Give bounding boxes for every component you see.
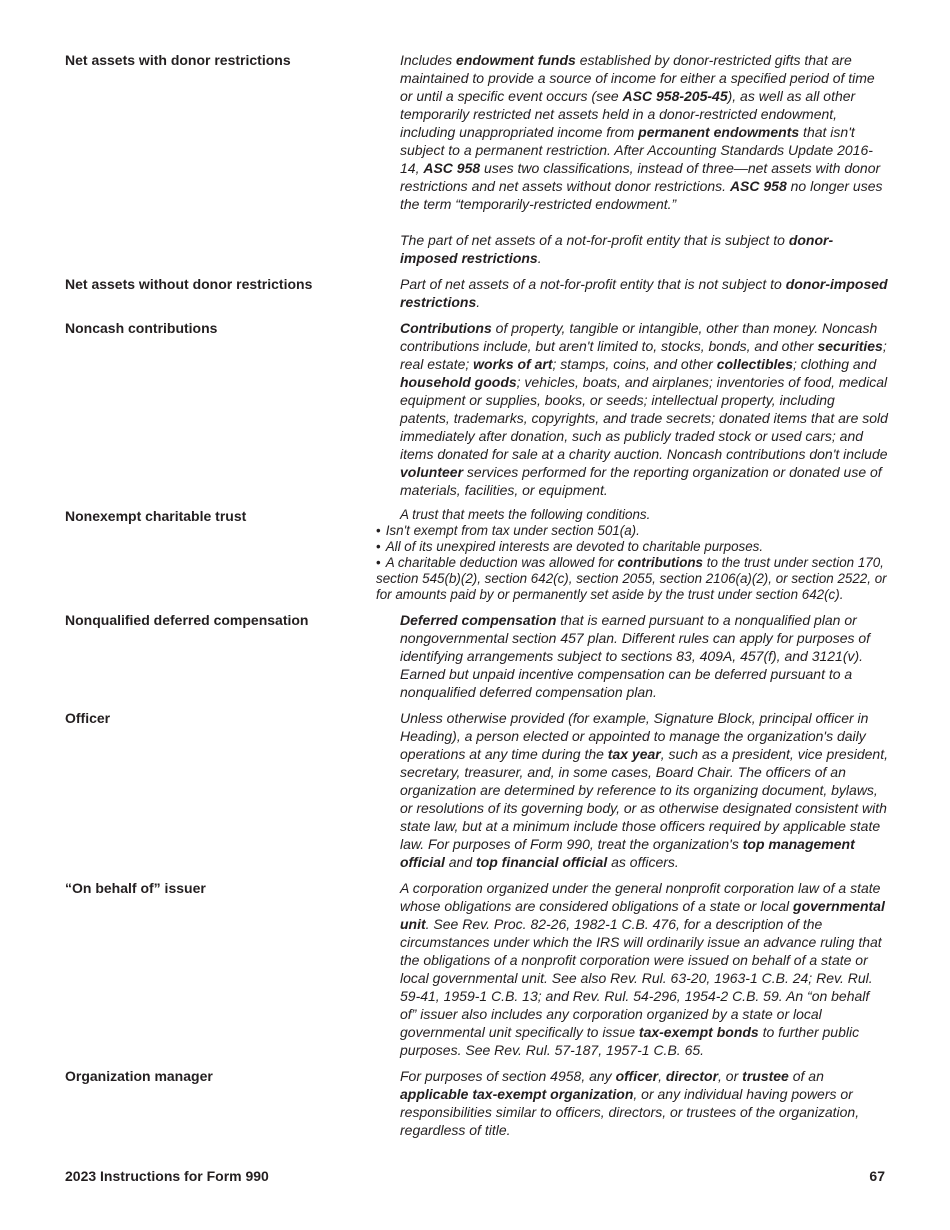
text-run: Unless otherwise provided (for example, Signature Block, principal officer in Heading), a person elected or appointed to manage the organization's daily operations at any time during the	[400, 710, 869, 762]
bold-term: Deferred compensation	[400, 612, 557, 628]
glossary-definition	[400, 611, 888, 701]
text-run: uses two classifications, instead of three—net assets with donor restrictions and net assets without donor restrictions.	[400, 160, 881, 194]
bold-term: ASC 958-205-45	[622, 88, 728, 104]
glossary-entry-nonqualified-deferred-compensation	[65, 611, 890, 701]
text-run: , such as a president, vice president, secretary, treasurer, and, in some cases, Board Chair. The officers of an organization are determined by reference to its organizing document, bylaws, or resolutions of its governing body, or as otherwise designated consistent with state law, but at a minimum include those officers required by applicable state law. For purposes of Form 990, treat the organization's	[400, 746, 888, 852]
glossary-term: Noncash contributions	[65, 320, 218, 336]
glossary-entry-net-assets-with-donor-restrictions	[65, 51, 890, 267]
bold-term: officer	[615, 1068, 659, 1084]
text-run: established by donor-restricted gifts that are maintained to provide a source of income for either a specified period of time or until a specific event occurs (see	[400, 52, 875, 104]
bold-term: ASC 958	[423, 160, 481, 176]
definition-paragraph	[400, 1067, 888, 1139]
glossary-entry-officer	[65, 709, 890, 871]
glossary-definition	[400, 51, 888, 267]
glossary-entry-on-behalf-of-issuer	[65, 879, 890, 1059]
bold-term: donor-imposed restrictions	[400, 276, 888, 310]
page-footer	[65, 1168, 885, 1184]
glossary-entry-nonexempt-charitable-trust	[65, 507, 890, 603]
text-run: that isn't subject to a permanent restriction. After Accounting Standards Update 2016-14,	[400, 124, 873, 176]
glossary-definition	[400, 879, 888, 1059]
text-run: ; stamps, coins, and other	[552, 356, 717, 372]
glossary-term: Organization manager	[65, 1068, 213, 1084]
bold-term: Contributions	[400, 320, 492, 336]
text-run: ), as well as all other temporarily restricted net assets held in a donor-restricted endowment, including unappropriated income from	[400, 88, 856, 140]
text-run: All of its unexpired interests are devoted to charitable purposes.	[385, 539, 764, 554]
text-run: , or	[718, 1068, 743, 1084]
glossary-term: Nonqualified deferred compensation	[65, 612, 309, 628]
text-run: , or any individual having powers or responsibilities similar to officers, directors, or trustees of the organization, regardless of title.	[400, 1086, 860, 1138]
text-run: A corporation organized under the general nonprofit corporation law of a state whose obligations are considered obligations of a state or local	[400, 880, 881, 914]
text-run: .	[537, 250, 542, 266]
bold-term: governmental unit	[400, 898, 885, 932]
glossary-term: Nonexempt charitable trust	[65, 508, 247, 524]
bold-term: collectibles	[716, 356, 793, 372]
bold-term: contributions	[617, 555, 703, 570]
footer-title: 2023 Instructions for Form 990	[65, 1168, 269, 1184]
text-run: The part of net assets of a not-for-profit entity that is subject to	[400, 232, 789, 248]
glossary-term: Net assets without donor restrictions	[65, 276, 313, 292]
glossary-entry-organization-manager	[65, 1067, 890, 1139]
bold-term: top management official	[400, 836, 855, 870]
bold-term: securities	[817, 338, 883, 354]
bullet-item	[376, 539, 888, 555]
text-run: of property, tangible or intangible, other than money. Noncash contributions include, but aren't limited to, stocks, bonds, and other	[400, 320, 878, 354]
bold-term: ASC 958	[729, 178, 787, 194]
bullet-icon: •	[376, 539, 381, 554]
glossary-entry-net-assets-without-donor-restrictions	[65, 275, 890, 311]
glossary-term: Officer	[65, 710, 111, 726]
bullet-item	[376, 523, 888, 539]
glossary	[65, 51, 890, 1147]
glossary-term: Net assets with donor restrictions	[65, 52, 291, 68]
text-run: . See Rev. Proc. 82-26, 1982-1 C.B. 476, for a description of the circumstances under which the IRS will ordinarily issue an advance ruling that the obligations of a nonprofit corporation were issued on behalf of a state or local governmental unit. See also Rev. Rul. 63-20, 1963-1 C.B. 24; Rev. Rul. 59-41, 1959-1 C.B. 13; and Rev. Rul. 54-296, 1954-2 C.B. 59. An “on behalf of” issuer also includes any corporation organized by a state or local governmental unit specifically to issue	[400, 916, 882, 1040]
glossary-entry-noncash-contributions	[65, 319, 890, 499]
definition-paragraph	[400, 319, 888, 499]
bullet-icon: •	[376, 555, 381, 570]
bold-term: endowment funds	[456, 52, 576, 68]
text-run: For purposes of section 4958, any	[400, 1068, 616, 1084]
text-run: no longer uses the term “temporarily-restricted endowment.”	[400, 178, 883, 212]
bold-term: household goods	[400, 374, 517, 390]
text-run: to the trust under section 170, section 545(b)(2), section 642(c), section 2055, section 2106(a)(2), or section 2522, or for amounts paid by or permanently set aside by the trust under section 642(c).	[376, 555, 887, 602]
text-run: Includes	[400, 52, 457, 68]
text-run: services performed for the reporting organization or donated use of materials, facilities, or equipment.	[400, 464, 882, 498]
text-run: Part of net assets of a not-for-profit entity that is not subject to	[400, 276, 786, 292]
definition-lead: A trust that meets the following conditions.	[400, 507, 651, 522]
bold-term: donor-imposed restrictions	[400, 232, 834, 266]
bold-term: tax-exempt bonds	[638, 1024, 759, 1040]
bullet-item	[376, 555, 888, 603]
bold-term: director	[665, 1068, 719, 1084]
definition-paragraph	[400, 879, 888, 1059]
definition-paragraph	[400, 709, 888, 871]
text-run: ,	[658, 1068, 666, 1084]
text-run: ; vehicles, boats, and airplanes; inventories of food, medical equipment or supplies, books, or seeds; intellectual property, including patents, trademarks, copyrights, and trade secrets; donated items that are sold immediately after donation, such as publicly traded stock or used cars; and items donated for sale at a charity auction. Noncash contributions don't include	[400, 374, 888, 462]
text-run: Isn't exempt from tax under section 501(a).	[385, 523, 640, 538]
bold-term: permanent endowments	[638, 124, 800, 140]
glossary-definition	[400, 1067, 888, 1139]
glossary-definition	[400, 275, 888, 311]
text-run: as officers.	[607, 854, 679, 870]
definition-paragraph	[400, 611, 888, 701]
bold-term: top financial official	[476, 854, 608, 870]
text-run: ; clothing and	[792, 356, 877, 372]
page-number: 67	[869, 1168, 885, 1184]
bold-term: trustee	[742, 1068, 789, 1084]
text-run: .	[476, 294, 481, 310]
bold-term: volunteer	[400, 464, 464, 480]
text-run: of an	[788, 1068, 824, 1084]
bold-term: works of art	[473, 356, 553, 372]
glossary-definition	[376, 507, 888, 603]
definition-paragraph	[400, 275, 888, 311]
text-run: ; real estate;	[400, 338, 887, 372]
bold-term: tax year	[607, 746, 661, 762]
text-run: and	[444, 854, 477, 870]
bold-term: applicable tax-exempt organization	[400, 1086, 634, 1102]
text-run: to further public purposes. See Rev. Rul. 57-187, 1957-1 C.B. 65.	[400, 1024, 860, 1058]
glossary-definition	[400, 319, 888, 499]
text-run: that is earned pursuant to a nonqualified plan or nongovernmental section 457 plan. Different rules can apply for purposes of identifying arrangements subject to sections 83, 409A, 457(f), and 3121(v). Earned but unpaid incentive compensation can be deferred pursuant to a nonqualified deferred compensation plan.	[400, 612, 871, 700]
definition-paragraph	[400, 51, 888, 213]
text-run: A charitable deduction was allowed for	[385, 555, 618, 570]
glossary-term: “On behalf of” issuer	[65, 880, 206, 896]
glossary-definition	[400, 709, 888, 871]
definition-paragraph	[400, 231, 888, 267]
bullet-icon: •	[376, 523, 381, 538]
